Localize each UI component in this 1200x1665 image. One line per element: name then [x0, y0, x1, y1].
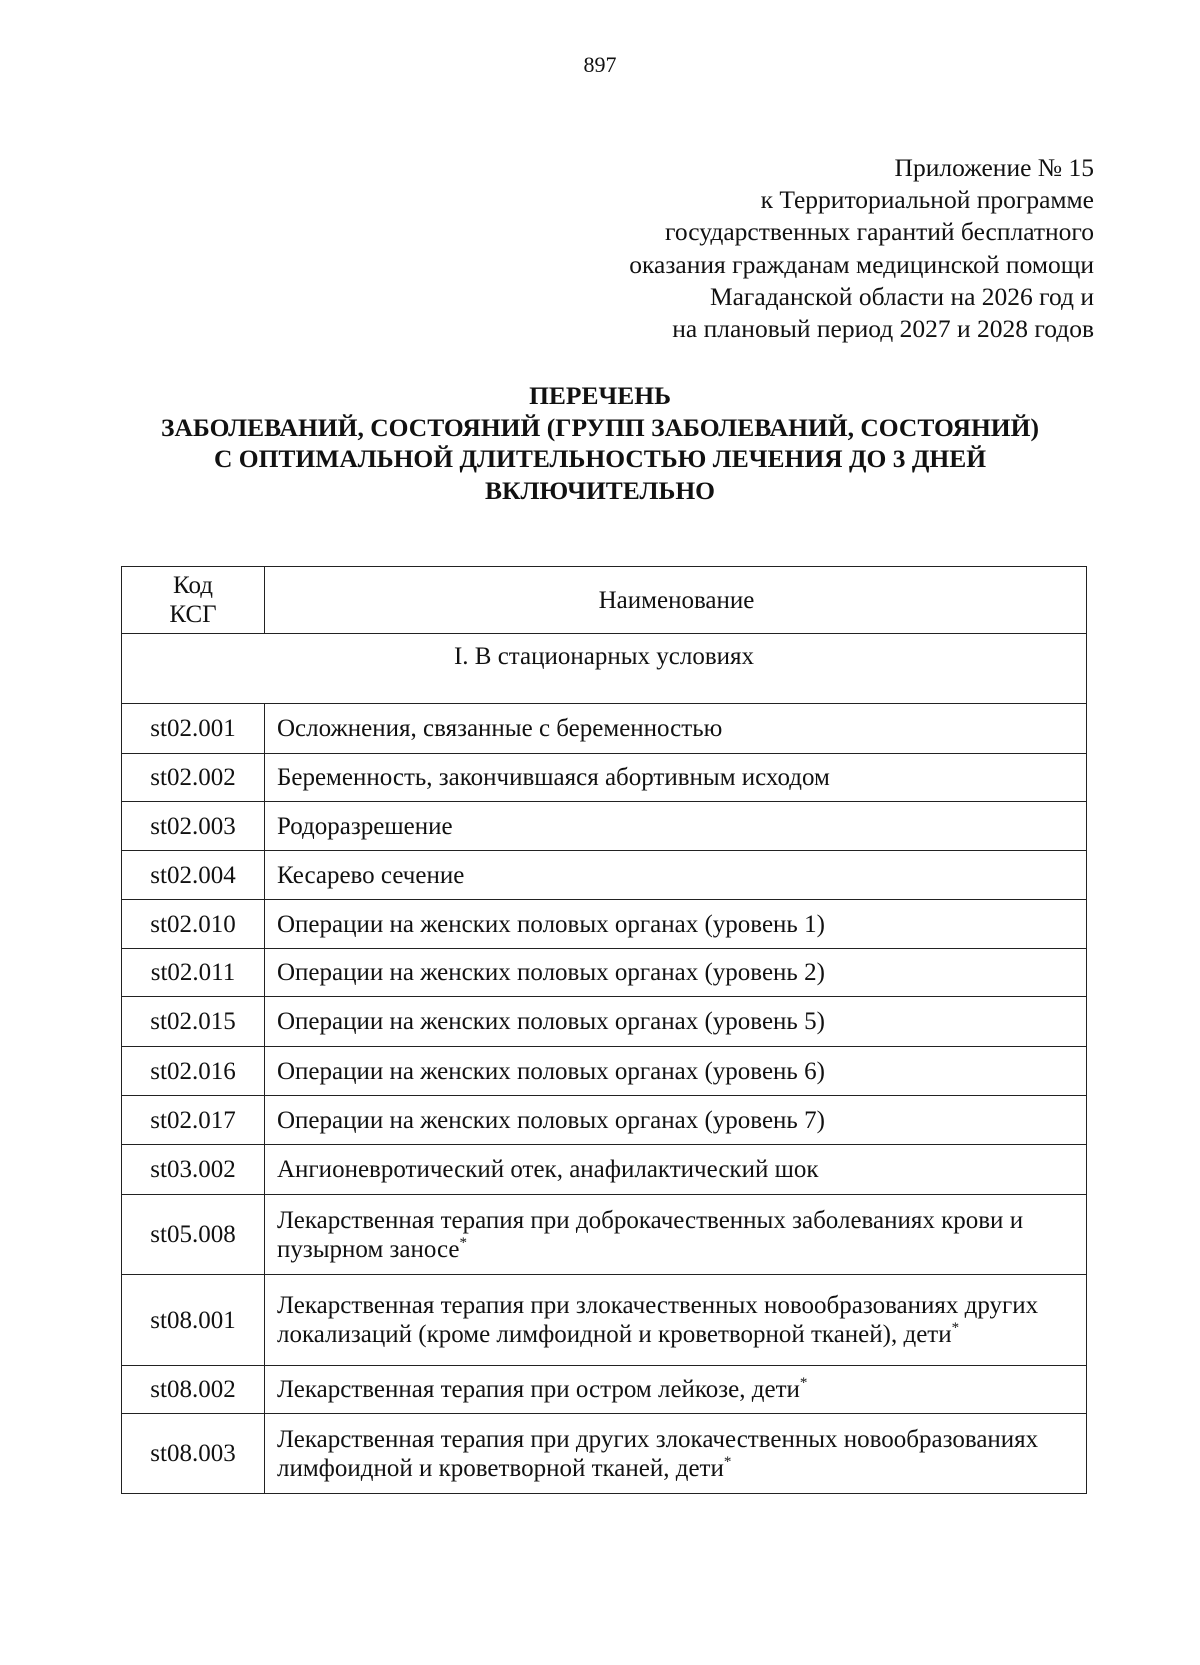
appendix-line: на плановый период 2027 и 2028 годов	[672, 314, 1094, 344]
appendix-line: к Территориальной программе	[760, 185, 1094, 215]
ksg-code-cell: st02.015	[122, 997, 265, 1047]
ksg-name-text: Кесарево сечение	[277, 861, 465, 889]
title-line: ПЕРЕЧЕНЬ	[529, 381, 671, 410]
table-row	[122, 1145, 1087, 1195]
ksg-name-text: Ангионевротический отек, анафилактический шок	[277, 1156, 819, 1183]
ksg-name-cell	[265, 1366, 1087, 1414]
table-row	[122, 1366, 1087, 1414]
ksg-code-cell: st05.008	[122, 1195, 265, 1275]
section-row	[122, 634, 1087, 704]
ksg-code-cell: st02.002	[122, 754, 265, 802]
ksg-name-text: Операции на женских половых органах (уровень 5)	[277, 1008, 825, 1035]
table-header-row	[122, 567, 1087, 634]
ksg-name-text: Лекарственная терапия при остром лейкозе, дети	[277, 1376, 800, 1403]
appendix-line: государственных гарантий бесплатного	[665, 217, 1094, 247]
ksg-code-cell: st02.016	[122, 1047, 265, 1096]
table-row	[122, 802, 1087, 851]
ksg-name-text: Лекарственная терапия при доброкачественных заболеваниях крови и пузырном заносе	[277, 1206, 1024, 1263]
appendix-line: оказания гражданам медицинской помощи	[629, 249, 1094, 279]
ksg-name-cell	[265, 1275, 1087, 1366]
ksg-code-cell: st08.003	[122, 1414, 265, 1494]
appendix-line: Магаданской области на 2026 год и	[709, 281, 1094, 311]
ksg-name-text: Операции на женских половых органах (уровень 2)	[277, 959, 825, 986]
ksg-name-cell	[265, 851, 1087, 900]
ksg-code-cell: st02.010	[122, 900, 265, 949]
ksg-name-cell	[265, 900, 1087, 949]
appendix-line: Приложение № 15	[894, 153, 1094, 182]
page-number: 897	[583, 52, 617, 77]
ksg-code-cell: st03.002	[122, 1145, 265, 1195]
ksg-code-cell: st02.004	[122, 851, 265, 900]
header-code-cell	[122, 567, 265, 634]
ksg-code-cell: st02.011	[122, 949, 265, 997]
document-title	[90, 380, 1110, 506]
footnote-mark: *	[799, 1375, 808, 1391]
ksg-name-cell	[265, 1414, 1087, 1494]
header-name-cell: Наименование	[265, 567, 1087, 634]
table-row	[122, 1047, 1087, 1096]
header-code-line: КСГ	[169, 601, 217, 628]
ksg-code-cell: st02.001	[122, 704, 265, 754]
footnote-mark: *	[723, 1453, 732, 1470]
footnote-mark: *	[459, 1234, 467, 1251]
section-title: I. В стационарных условиях	[122, 634, 1087, 704]
ksg-name-cell	[265, 949, 1087, 997]
header-code-line: Код	[173, 572, 213, 599]
ksg-name-text: Лекарственная терапия при других злокачественных новообразованиях лимфоидной и кроветворной тканей, дети	[277, 1425, 1039, 1482]
ksg-code-cell: st08.002	[122, 1366, 265, 1414]
table-row	[122, 949, 1087, 997]
ksg-name-cell	[265, 802, 1087, 851]
ksg-name-cell	[265, 997, 1087, 1047]
ksg-name-cell	[265, 704, 1087, 754]
ksg-table	[121, 566, 1087, 1494]
ksg-name-text: Осложнения, связанные с беременностью	[277, 715, 723, 742]
title-line: ЗАБОЛЕВАНИЙ, СОСТОЯНИЙ (ГРУПП ЗАБОЛЕВАНИЙ, СОСТОЯНИЙ)	[161, 412, 1039, 442]
ksg-name-cell	[265, 1195, 1087, 1275]
ksg-code-cell: st02.003	[122, 802, 265, 851]
footnote-mark: *	[951, 1320, 960, 1336]
ksg-name-text: Операции на женских половых органах (уровень 6)	[277, 1057, 825, 1085]
table-row	[122, 1096, 1087, 1145]
table-row	[122, 1275, 1087, 1366]
ksg-name-cell	[265, 1047, 1087, 1096]
ksg-name-text: Беременность, закончившаяся абортивным исходом	[277, 764, 830, 791]
table-row	[122, 997, 1087, 1047]
ksg-code-cell: st02.017	[122, 1096, 265, 1145]
table-row	[122, 851, 1087, 900]
ksg-name-cell	[265, 1145, 1087, 1195]
table-row	[122, 1414, 1087, 1494]
ksg-name-text: Операции на женских половых органах (уровень 1)	[277, 910, 825, 938]
appendix-block	[534, 152, 1094, 345]
ksg-name-cell	[265, 754, 1087, 802]
table-row	[122, 754, 1087, 802]
ksg-code-cell: st08.001	[122, 1275, 265, 1366]
ksg-name-text: Родоразрешение	[277, 812, 453, 840]
table-row	[122, 704, 1087, 754]
ksg-name-text: Операции на женских половых органах (уровень 7)	[277, 1106, 825, 1134]
title-line: ВКЛЮЧИТЕЛЬНО	[485, 475, 715, 505]
ksg-name-text: Лекарственная терапия при злокачественных новообразованиях других локализаций (кроме лимфоидной и кроветворной тканей), дети	[277, 1292, 1039, 1348]
table-body	[122, 634, 1087, 1494]
table-row	[122, 900, 1087, 949]
ksg-name-cell	[265, 1096, 1087, 1145]
title-line: С ОПТИМАЛЬНОЙ ДЛИТЕЛЬНОСТЬЮ ЛЕЧЕНИЯ ДО 3 ДНЕЙ	[213, 444, 987, 473]
table-row	[122, 1195, 1087, 1275]
